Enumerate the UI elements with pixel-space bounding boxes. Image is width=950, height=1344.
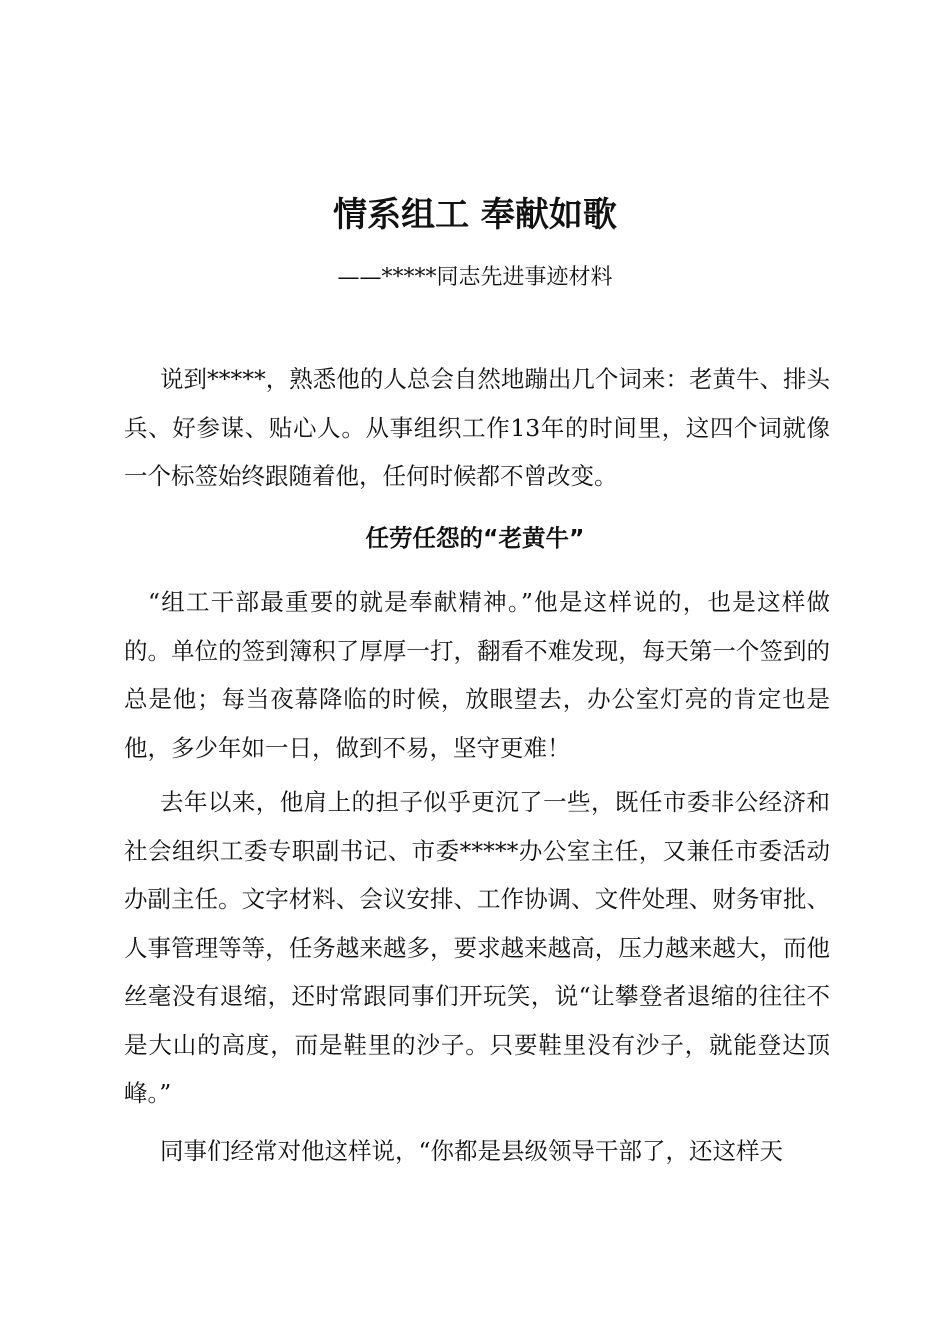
document-title: 情系组工 奉献如歌 xyxy=(333,195,617,235)
intro-paragraph: 说到*****，熟悉他的人总会自然地蹦出几个词来：老黄牛、排头兵、好参谋、贴心人。从事组织工作13年的时间里，这四个词就像一个标签始终跟随着他，任何时候都不曾改变。 xyxy=(124,365,830,490)
body-paragraph: 去年以来，他肩上的担子似乎更沉了一些，既任市委非公经济和社会组织工委专职副书记、市委*****办公室主任，又兼任市委活动办副主任。文字材料、会议安排、工作协调、文件处理、财务审批、人事管理等等，任务越来越多，要求越来越高，压力越来越大，而他丝毫没有退缩，还时常跟同事们开玩笑，说“让攀登者退缩的往往不是大山的高度，而是鞋里的沙子。只要鞋里没有沙子，就能登达顶峰。” xyxy=(124,788,830,1107)
body-paragraph: 同事们经常对他这样说，“你都是县级领导干部了，还这样天 xyxy=(160,1137,784,1165)
body-paragraph: “组工干部最重要的就是奉献精神。”他是这样说的，也是这样做的。单位的签到簿积了厚厚一打，翻看不难发现，每天第一个签到的总是他；每当夜幕降临的时候，放眼望去，办公室灯亮的肯定也是他，多少年如一日，做到不易，坚守更难！ xyxy=(124,588,830,762)
section-heading: 任劳任怨的“老黄牛” xyxy=(365,524,585,552)
document-subtitle: ——*****同志先进事迹材料 xyxy=(337,265,613,290)
